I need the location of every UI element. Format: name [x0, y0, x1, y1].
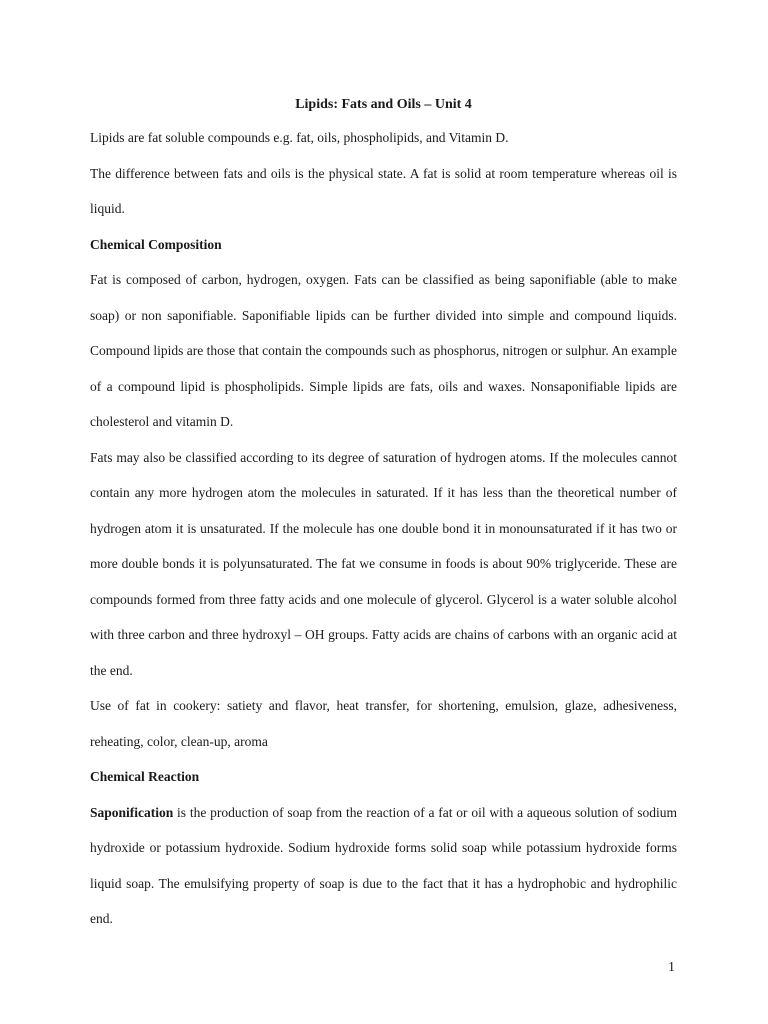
- paragraph-saturation: Fats may also be classified according to its degree of saturation of hydrogen atoms. If the molecules cannot contain any more hydrogen atom the molecules in saturated. If it has less than the theoretical number of hydrogen atom it is unsaturated. If the molecule has one double bond it in monounsaturated if it has two or more double bonds it is polyunsaturated. The fat we consume in foods is about 90% triglyceride. These are compounds formed from three fatty acids and one molecule of glycerol. Glycerol is a water soluble alcohol with three carbon and three hydroxyl – OH groups. Fatty acids are chains of carbons with an organic acid at the end.: [90, 449, 677, 678]
- paragraph-fats-vs-oils: The difference between fats and oils is the physical state. A fat is solid at room temperature whereas oil is liquid.: [90, 165, 677, 216]
- term-saponification: Saponification: [90, 804, 174, 820]
- saponification-text: is the production of soap from the reaction of a fat or oil with a aqueous solution of sodium hydroxide or potassium hydroxide. Sodium hydroxide forms solid soap while potassium hydroxide forms liquid soap. The emulsifying property of soap is due to the fact that it has a hydrophobic and hydrophilic end.: [90, 804, 677, 926]
- paragraph-saponification: [90, 795, 677, 937]
- paragraph-composition: Fat is composed of carbon, hydrogen, oxygen. Fats can be classified as being saponifiable (able to make soap) or non saponifiable. Saponifiable lipids can be further divided into simple and compound liquids. Compound lipids are those that contain the compounds such as phosphorus, nitrogen or sulphur. An example of a compound lipid is phospholipids. Simple lipids are fats, oils and waxes. Nonsaponifiable lipids are cholesterol and vitamin D.: [90, 272, 677, 429]
- page-number: 1: [668, 960, 675, 975]
- section-heading-chemical-reaction: Chemical Reaction: [90, 769, 200, 784]
- document-page: [90, 90, 677, 937]
- paragraph-lipids-definition: Lipids are fat soluble compounds e.g. fat, oils, phospholipids, and Vitamin D.: [90, 130, 509, 145]
- section-heading-chemical-composition: Chemical Composition: [90, 236, 222, 252]
- document-title: Lipids: Fats and Oils – Unit 4: [295, 97, 472, 112]
- paragraph-uses-in-cookery: Use of fat in cookery: satiety and flavor, heat transfer, for shortening, emulsion, glaze, adhesiveness, reheating, color, clean-up, aroma: [90, 698, 677, 749]
